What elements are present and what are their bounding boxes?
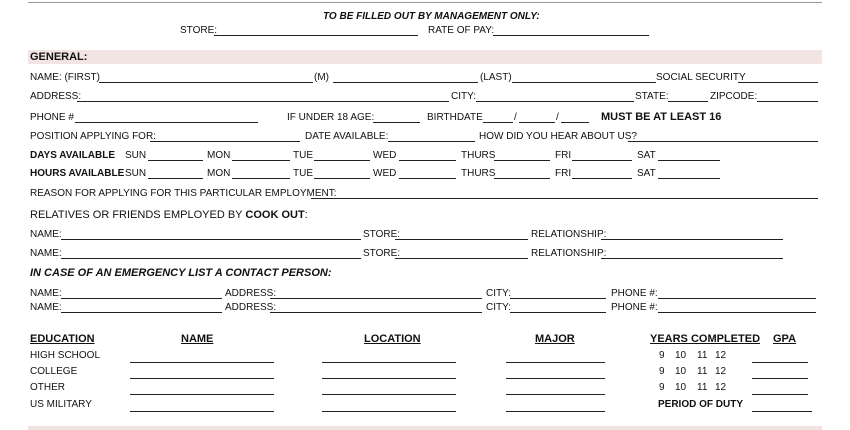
hours-thurs-field[interactable] — [494, 178, 550, 179]
high-school-name-field[interactable] — [130, 362, 274, 363]
education-row-label-college: COLLEGE — [30, 366, 78, 377]
city-label: CITY: — [451, 91, 477, 102]
position-field[interactable] — [150, 141, 300, 142]
relative-1-name-field[interactable] — [61, 239, 361, 240]
military-name-field[interactable] — [130, 411, 274, 412]
high-school-years-11[interactable]: 11 — [697, 350, 708, 361]
high-school-major-field[interactable] — [506, 362, 605, 363]
college-name-field[interactable] — [130, 378, 274, 379]
emergency-1-phone-field[interactable] — [658, 298, 816, 299]
emergency-2-phone-label: PHONE #: — [611, 302, 658, 313]
emergency-1-address-field[interactable] — [270, 298, 482, 299]
state-label: STATE: — [635, 91, 669, 102]
education-name-header: NAME — [181, 333, 214, 345]
general-band — [28, 50, 822, 64]
education-major-header: MAJOR — [535, 333, 575, 345]
period-of-duty-field[interactable] — [752, 411, 812, 412]
relatives-heading-brand: COOK OUT — [245, 209, 305, 221]
under-18-age-field[interactable] — [373, 122, 420, 123]
management-title: TO BE FILLED OUT BY MANAGEMENT ONLY: — [323, 11, 540, 22]
relative-2-relationship-label: RELATIONSHIP: — [531, 248, 607, 259]
reason-label: REASON FOR APPLYING FOR THIS PARTICULAR EMPLOYMENT: — [30, 188, 337, 199]
college-years-9[interactable]: 9 — [659, 366, 665, 377]
zipcode-label: ZIPCODE: — [710, 91, 758, 102]
relatives-heading — [30, 209, 308, 221]
education-location-header: LOCATION — [364, 333, 421, 345]
birthdate-month-field[interactable] — [483, 122, 513, 123]
birthdate-label: BIRTHDATE — [427, 112, 483, 123]
days-wed-label: WED — [373, 150, 397, 161]
store-label: STORE: — [180, 25, 218, 36]
last-name-label: (LAST) — [480, 72, 512, 83]
bottom-band — [28, 426, 822, 430]
period-of-duty-label: PERIOD OF DUTY — [658, 399, 744, 410]
rate-of-pay-label: RATE OF PAY: — [428, 25, 495, 36]
emergency-2-address-label: ADDRESS: — [225, 302, 277, 313]
middle-name-field[interactable] — [333, 82, 478, 83]
high-school-gpa-field[interactable] — [752, 362, 808, 363]
days-wed-field[interactable] — [399, 160, 456, 161]
date-available-label: DATE AVAILABLE: — [305, 131, 389, 142]
relative-1-relationship-label: RELATIONSHIP: — [531, 229, 607, 240]
college-gpa-field[interactable] — [752, 378, 808, 379]
last-name-field[interactable] — [512, 82, 656, 83]
relative-1-name-label: NAME: — [30, 229, 62, 240]
emergency-2-name-field[interactable] — [61, 312, 222, 313]
high-school-years-12[interactable]: 12 — [715, 350, 727, 361]
emergency-2-city-label: CITY: — [486, 302, 512, 313]
rate-of-pay-field[interactable] — [493, 35, 649, 36]
relative-1-relationship-field[interactable] — [601, 239, 783, 240]
emergency-1-phone-label: PHONE #: — [611, 288, 658, 299]
ssn-label: SOCIAL SECURITY — [656, 72, 746, 83]
relative-2-relationship-field[interactable] — [601, 258, 783, 259]
other-years-11[interactable]: 11 — [697, 382, 708, 393]
emergency-1-city-field[interactable] — [510, 298, 606, 299]
relative-1-store-field[interactable] — [395, 239, 528, 240]
college-years-11[interactable]: 11 — [697, 366, 708, 377]
emergency-1-name-label: NAME: — [30, 288, 62, 299]
days-available-label: DAYS AVAILABLE — [30, 150, 116, 161]
days-thurs-field[interactable] — [494, 160, 550, 161]
date-available-field[interactable] — [388, 141, 475, 142]
phone-label: PHONE # — [30, 112, 74, 123]
zipcode-field[interactable] — [757, 101, 818, 102]
education-row-label-us-military: US MILITARY — [30, 399, 92, 410]
relatives-heading-text: RELATIVES OR FRIENDS EMPLOYED BY — [30, 209, 243, 221]
days-sat-label: SAT — [637, 150, 656, 161]
phone-field[interactable] — [75, 122, 258, 123]
middle-name-label: (M) — [314, 72, 329, 83]
education-gpa-header: GPA — [773, 333, 797, 345]
college-location-field[interactable] — [322, 378, 456, 379]
hours-tue-field[interactable] — [314, 178, 370, 179]
city-field[interactable] — [476, 101, 634, 102]
reason-field[interactable] — [311, 198, 818, 199]
days-sat-field[interactable] — [658, 160, 720, 161]
days-sun-label: SUN — [125, 150, 147, 161]
high-school-years-10[interactable]: 10 — [675, 350, 687, 361]
days-tue-label: TUE — [293, 150, 313, 161]
hours-fri-label: FRI — [555, 168, 572, 179]
hours-wed-label: WED — [373, 168, 397, 179]
emergency-2-name-label: NAME: — [30, 302, 62, 313]
hours-tue-label: TUE — [293, 168, 313, 179]
college-major-field[interactable] — [506, 378, 605, 379]
hours-wed-field[interactable] — [399, 178, 456, 179]
education-row-label-other: OTHER — [30, 382, 65, 393]
ssn-field[interactable] — [738, 82, 818, 83]
how-heard-field[interactable] — [628, 141, 818, 142]
state-field[interactable] — [668, 101, 708, 102]
birthdate-day-field[interactable] — [519, 122, 555, 123]
under-18-label: IF UNDER 18 AGE: — [287, 112, 375, 123]
hours-sun-label: SUN — [125, 168, 147, 179]
emergency-2-city-field[interactable] — [510, 312, 606, 313]
relative-2-name-label: NAME: — [30, 248, 62, 259]
college-years-10[interactable]: 10 — [675, 366, 687, 377]
birthdate-slash-2: / — [556, 112, 559, 123]
relative-1-store-label: STORE: — [363, 229, 401, 240]
other-location-field[interactable] — [322, 394, 456, 395]
address-field[interactable] — [77, 101, 449, 102]
hours-sat-label: SAT — [637, 168, 656, 179]
first-name-label: NAME: (FIRST) — [30, 72, 100, 83]
emergency-2-address-field[interactable] — [270, 312, 482, 313]
days-sun-field[interactable] — [148, 160, 203, 161]
top-rule — [28, 2, 822, 3]
first-name-field[interactable] — [99, 82, 313, 83]
address-label: ADDRESS: — [30, 91, 82, 102]
hours-available-label: HOURS AVAILABLE — [30, 168, 125, 179]
emergency-1-city-label: CITY: — [486, 288, 512, 299]
days-fri-field[interactable] — [572, 160, 632, 161]
relative-2-store-field[interactable] — [395, 258, 528, 259]
relative-2-store-label: STORE: — [363, 248, 401, 259]
military-location-field[interactable] — [322, 411, 456, 412]
birthdate-year-field[interactable] — [561, 122, 589, 123]
high-school-location-field[interactable] — [322, 362, 456, 363]
hours-fri-field[interactable] — [572, 178, 632, 179]
education-header: EDUCATION — [30, 333, 95, 345]
days-fri-label: FRI — [555, 150, 572, 161]
other-major-field[interactable] — [506, 394, 605, 395]
birthdate-slash-1: / — [514, 112, 517, 123]
emergency-heading: IN CASE OF AN EMERGENCY LIST A CONTACT PERSON: — [30, 267, 332, 279]
other-name-field[interactable] — [130, 394, 274, 395]
emergency-1-address-label: ADDRESS: — [225, 288, 277, 299]
emergency-2-phone-field[interactable] — [658, 312, 816, 313]
high-school-years-9[interactable]: 9 — [659, 350, 665, 361]
general-heading: GENERAL: — [30, 51, 88, 63]
hours-thurs-label: THURS — [461, 168, 496, 179]
relatives-heading-colon: : — [304, 209, 308, 221]
other-years-9[interactable]: 9 — [659, 382, 665, 393]
college-years-12[interactable]: 12 — [715, 366, 727, 377]
military-major-field[interactable] — [506, 411, 605, 412]
position-label: POSITION APPLYING FOR: — [30, 131, 156, 142]
hours-sat-field[interactable] — [658, 178, 720, 179]
relative-2-name-field[interactable] — [61, 258, 361, 259]
other-gpa-field[interactable] — [752, 394, 808, 395]
hours-mon-label: MON — [207, 168, 231, 179]
days-thurs-label: THURS — [461, 150, 496, 161]
days-mon-label: MON — [207, 150, 231, 161]
other-years-10[interactable]: 10 — [675, 382, 687, 393]
education-row-label-high-school: HIGH SCHOOL — [30, 350, 101, 361]
education-years-header: YEARS COMPLETED — [650, 333, 761, 345]
how-heard-label: HOW DID YOU HEAR ABOUT US? — [479, 131, 637, 142]
must-be-16-note: MUST BE AT LEAST 16 — [601, 111, 722, 123]
hours-mon-field[interactable] — [232, 178, 290, 179]
days-mon-field[interactable] — [232, 160, 290, 161]
hours-sun-field[interactable] — [148, 178, 203, 179]
store-field[interactable] — [214, 35, 418, 36]
other-years-12[interactable]: 12 — [715, 382, 727, 393]
emergency-1-name-field[interactable] — [61, 298, 222, 299]
days-tue-field[interactable] — [314, 160, 370, 161]
